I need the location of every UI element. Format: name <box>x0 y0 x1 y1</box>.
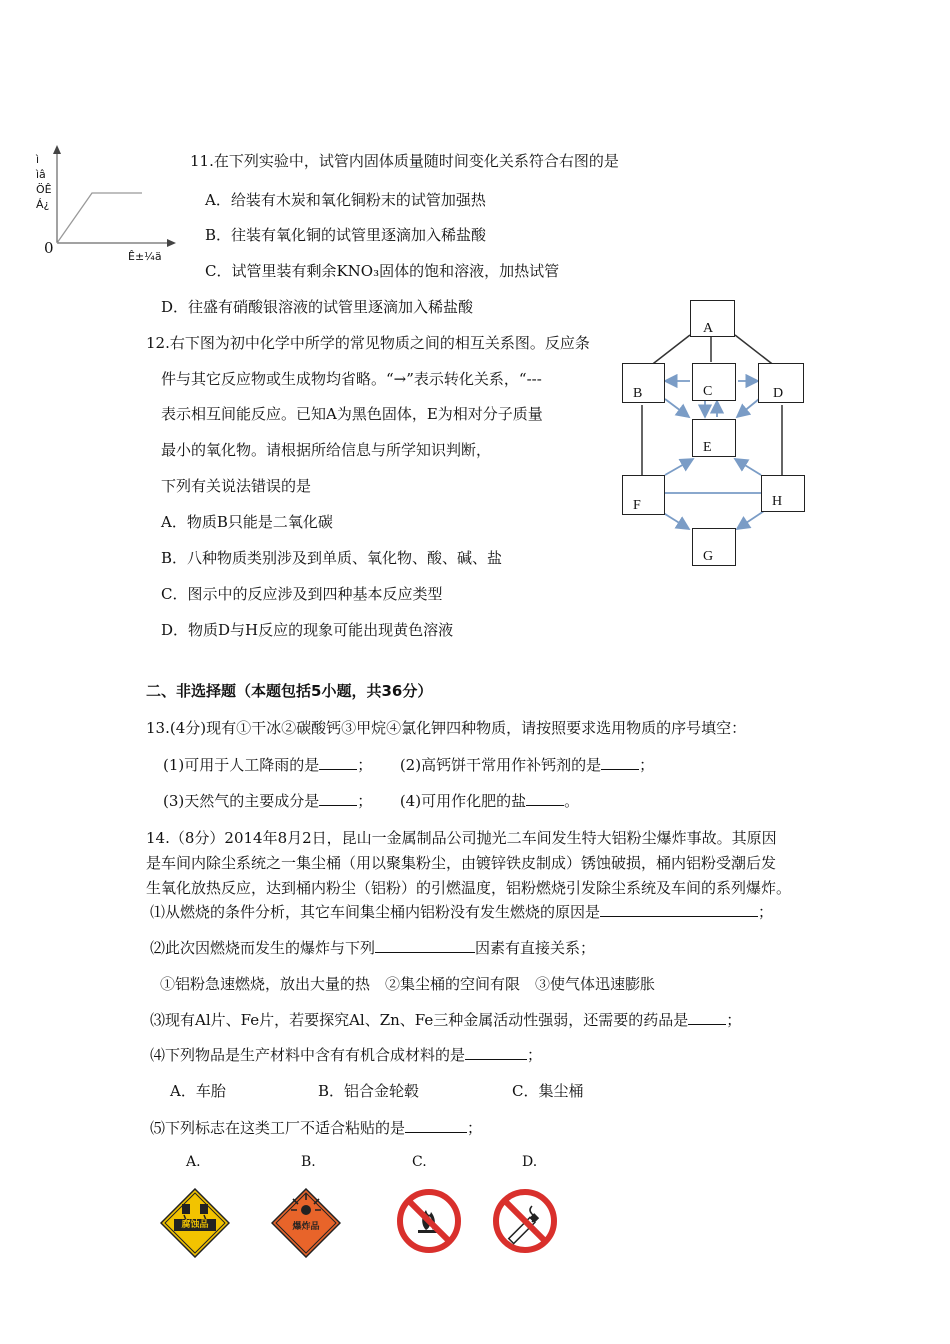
q11-option-a: A．给装有木炭和氧化铜粉末的试管加强热 <box>205 191 486 209</box>
q14-sub-4-option-c: C．集尘桶 <box>512 1082 584 1100</box>
q14-blank-3[interactable] <box>688 1010 726 1025</box>
sign-label-b: B. <box>301 1154 316 1170</box>
q12-stem-line-5: 下列有关说法错误的是 <box>161 477 312 495</box>
q13-blank-1[interactable] <box>319 755 357 770</box>
q13-blank-3[interactable] <box>319 791 357 806</box>
q12-stem-line-4: 最小的氧化物。请根据所给信息与所学知识判断， <box>161 441 492 459</box>
q12-stem-line-2: 件与其它反应物或生成物均省略。“→”表示转化关系，“--- <box>161 370 542 388</box>
q11-graph-xlabel: Ê±¼ä <box>128 250 162 263</box>
q14-sub-3: ⑶现有Al片、Fe片，若要探究Al、Zn、Fe三种金属活动性强弱，还需要的药品是 ； <box>150 1011 742 1029</box>
section-2-title: 二、非选择题（本题包括5小题，共36分） <box>146 682 433 700</box>
q12-node-b: B <box>622 363 665 403</box>
q13-item-3: (3)天然气的主要成分是 <box>163 792 320 810</box>
explosive-sign-icon <box>271 1188 341 1258</box>
q13-blank-4[interactable] <box>526 791 564 806</box>
q11-option-c: C．试管里装有剩余KNO₃固体的饱和溶液，加热试管 <box>205 262 560 280</box>
sign-label-c: C. <box>412 1154 427 1170</box>
no-smoking-sign-icon <box>492 1188 558 1254</box>
q12-node-d: D <box>758 363 804 403</box>
q11-option-d: D．往盛有硝酸银溶液的试管里逐滴加入稀盐酸 <box>161 298 474 316</box>
q12-node-g: G <box>692 528 736 566</box>
q14-sub-1: ⑴从燃烧的条件分析，其它车间集尘桶内铝粉没有发生燃烧的原因是 ； <box>150 903 774 921</box>
q14-sub-2-choices: ①铝粉急速燃烧，放出大量的热 ②集尘桶的空间有限 ③使气体迅速膨胀 <box>160 975 656 993</box>
corrosive-sign-icon <box>160 1188 230 1258</box>
explosive-sign-text: 爆炸品 <box>292 1222 320 1232</box>
q12-node-h: H <box>761 475 805 512</box>
q12-node-e: E <box>692 419 736 457</box>
q14-blank-2[interactable] <box>375 938 475 953</box>
q14-para-line-3: 生氧化放热反应，达到桶内粉尘（铝粉）的引燃温度，铝粉燃烧引发除尘系统及车间的系列爆炸。 <box>146 879 792 897</box>
q14-blank-4[interactable] <box>465 1045 527 1060</box>
q13-item-1: (1)可用于人工降雨的是 <box>163 756 320 774</box>
q12-node-a: A <box>690 300 735 337</box>
q14-blank-5[interactable] <box>405 1118 467 1133</box>
q12-node-f: F <box>622 475 665 515</box>
q12-option-c: C．图示中的反应涉及到四种基本反应类型 <box>161 585 443 603</box>
q13-blank-2[interactable] <box>601 755 639 770</box>
q14-sub-4-option-b: B．铝合金轮毂 <box>318 1082 420 1100</box>
q12-option-d: D．物质D与H反应的现象可能出现黄色溶液 <box>161 621 454 639</box>
q12-stem-line-1: 12.右下图为初中化学中所学的常见物质之间的相互关系图。反应条 <box>146 334 590 352</box>
q14-sub-4-option-a: A．车胎 <box>170 1082 226 1100</box>
q13-item-4: (4)可用作化肥的盐 <box>399 792 527 810</box>
sign-label-d: D. <box>522 1154 538 1170</box>
no-fire-sign-icon <box>396 1188 462 1254</box>
q12-option-a: A．物质B只能是二氧化碳 <box>161 513 333 531</box>
q13-row-1: (1)可用于人工降雨的是 ； (2)高钙饼干常用作补钙剂的是 ； <box>163 756 655 774</box>
q12-stem-line-3: 表示相互间能反应。已知A为黑色固体，E为相对分子质量 <box>161 405 543 423</box>
q13-item-2: (2)高钙饼干常用作补钙剂的是 <box>399 756 602 774</box>
q11-graph-curve <box>57 193 142 243</box>
q11-graph <box>30 140 180 265</box>
q11-option-b: B．往装有氧化铜的试管里逐滴加入稀盐酸 <box>205 226 487 244</box>
q14-sub-4: ⑷下列物品是生产材料中含有有机合成材料的是 ； <box>150 1046 543 1064</box>
q11-graph-origin: 0 <box>44 239 54 257</box>
sign-label-a: A. <box>186 1154 201 1170</box>
q13-row-2: (3)天然气的主要成分是 ； (4)可用作化肥的盐 。 <box>163 792 580 810</box>
q12-node-c: C <box>692 363 736 401</box>
q12-option-b: B．八种物质类别涉及到单质、氧化物、酸、碱、盐 <box>161 549 503 567</box>
q14-blank-1[interactable] <box>600 902 758 917</box>
q13-stem: 13.(4分)现有①干冰②碳酸钙③甲烷④氯化钾四种物质，请按照要求选用物质的序号填空： <box>146 719 747 737</box>
q14-para-line-1: 14.（8分）2014年8月2日，昆山一金属制品公司抛光二车间发生特大铝粉尘爆炸事故。其原因 <box>146 829 777 847</box>
q11-stem: 11.在下列实验中，试管内固体质量随时间变化关系符合右图的是 <box>190 152 619 170</box>
q14-sub-2: ⑵此次因燃烧而发生的爆炸与下列 因素有直接关系； <box>150 939 596 957</box>
q12-relation-diagram <box>615 295 830 575</box>
q14-sub-5: ⑸下列标志在这类工厂不适合粘贴的是 ； <box>150 1119 483 1137</box>
q14-para-line-2: 是车间内除尘系统之一集尘桶（用以聚集粉尘，由镀锌铁皮制成）锈蚀破损，桶内铝粉受潮后发 <box>146 854 777 872</box>
corrosive-sign-text: 腐蚀品 <box>181 1220 209 1230</box>
q11-graph-ylabel: ì ìâ ÖÊ Á¿ <box>36 153 52 211</box>
